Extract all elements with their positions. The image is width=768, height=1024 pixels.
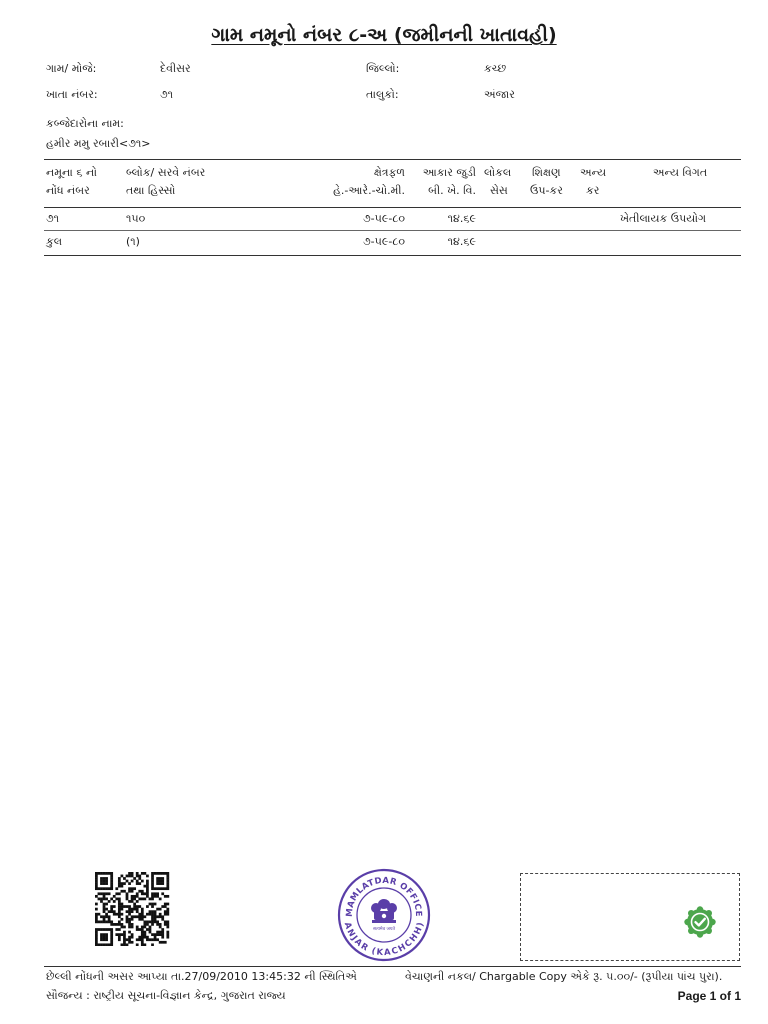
qr-code <box>94 872 170 946</box>
page-number: Page 1 of 1 <box>677 989 741 1003</box>
header-other-details: અન્ય વિગત <box>652 166 708 179</box>
footer-rule <box>44 966 741 967</box>
total-label: કુલ <box>46 235 63 248</box>
header-education-cess-1: શિક્ષણ <box>532 166 561 179</box>
table-row-rule <box>44 230 741 231</box>
district-label: જિલ્લો: <box>366 62 400 75</box>
taluka-value: અંજાર <box>484 88 515 101</box>
header-survey-2: તથા હિસ્સો <box>126 184 176 197</box>
header-area-1: ક્ષેત્રફળ <box>373 166 405 179</box>
table-bottom-rule <box>44 255 741 256</box>
table-top-rule <box>44 159 741 160</box>
footer-copy-line: વેચાણની નકલ/ Chargable Copy એકે રૂ. ૫.૦૦/- (રૂપીયા પાંચ પુરા). <box>405 970 723 983</box>
row1-entry: ૭૧ <box>46 212 60 225</box>
account-label: ખાતા નંબર: <box>46 88 98 101</box>
mamlatdar-office-seal <box>337 868 431 962</box>
seal-bottom-text: ANJAR (KACHCHH) <box>342 921 426 958</box>
header-other-tax-2: કર <box>586 184 600 197</box>
row1-akar: ૧૪.૬૯ <box>447 212 476 225</box>
header-survey-1: બ્લોક/ સરવે નંબર <box>126 166 206 179</box>
total-area: ૭-૫૯-૮૦ <box>363 235 405 248</box>
row1-survey: ૧૫૦ <box>126 212 146 225</box>
row1-area: ૭-૫૯-૮૦ <box>363 212 405 225</box>
header-entry-no-2: નોંધ નંબર <box>46 184 90 197</box>
village-value: દેવીસર <box>160 62 191 75</box>
district-value: કચ્છ <box>484 62 507 75</box>
village-label: ગામ/ મોજે: <box>46 62 97 75</box>
emblem-icon <box>371 899 397 923</box>
header-akar-1: આકાર જુડી <box>422 166 476 179</box>
seal-top-text: MAMLATDAR OFFICE <box>344 875 424 918</box>
total-survey-count: (૧) <box>126 235 140 248</box>
header-other-tax-1: અન્ય <box>580 166 607 179</box>
holders-label: કબ્જેદારોના નામ: <box>46 117 124 130</box>
footer-status-line: છેલ્લી નોંધની અસર આપ્યા તા.27/09/2010 13:45:32 ની સ્થિતિએ <box>46 970 357 983</box>
document-title: ગામ નમૂનો નંબર ૮-અ (જમીનની ખાતાવહી) <box>211 24 557 46</box>
header-area-2: હે.-આરે.-ચો.મી. <box>333 184 405 197</box>
header-local-cess-2: સેસ <box>490 184 508 197</box>
header-akar-2: બી. ખે. વિ. <box>428 184 476 197</box>
total-akar: ૧૪.૬૯ <box>447 235 476 248</box>
row1-other-details: ખેતીલાયક ઉપયોગ <box>620 212 707 225</box>
seal-motto: सत्यमेव जयते <box>372 927 396 932</box>
header-entry-no-1: નમૂના ૬ નો <box>46 166 97 179</box>
header-education-cess-2: ઉપ-કર <box>530 184 563 197</box>
account-value: ૭૧ <box>160 88 174 101</box>
verified-check-icon <box>683 905 717 939</box>
footer-credit-line: સૌજન્ય : રાષ્ટ્રીય સૂચના-વિજ્ઞાન કેન્દ્ર, ગુજરાત રાજ્ય <box>46 989 286 1002</box>
holders-value: હમીર મમુ રબારી<૭૧> <box>46 137 151 150</box>
header-local-cess-1: લોકલ <box>484 166 512 179</box>
taluka-label: તાલુકો: <box>366 88 399 101</box>
table-header-rule <box>44 207 741 208</box>
